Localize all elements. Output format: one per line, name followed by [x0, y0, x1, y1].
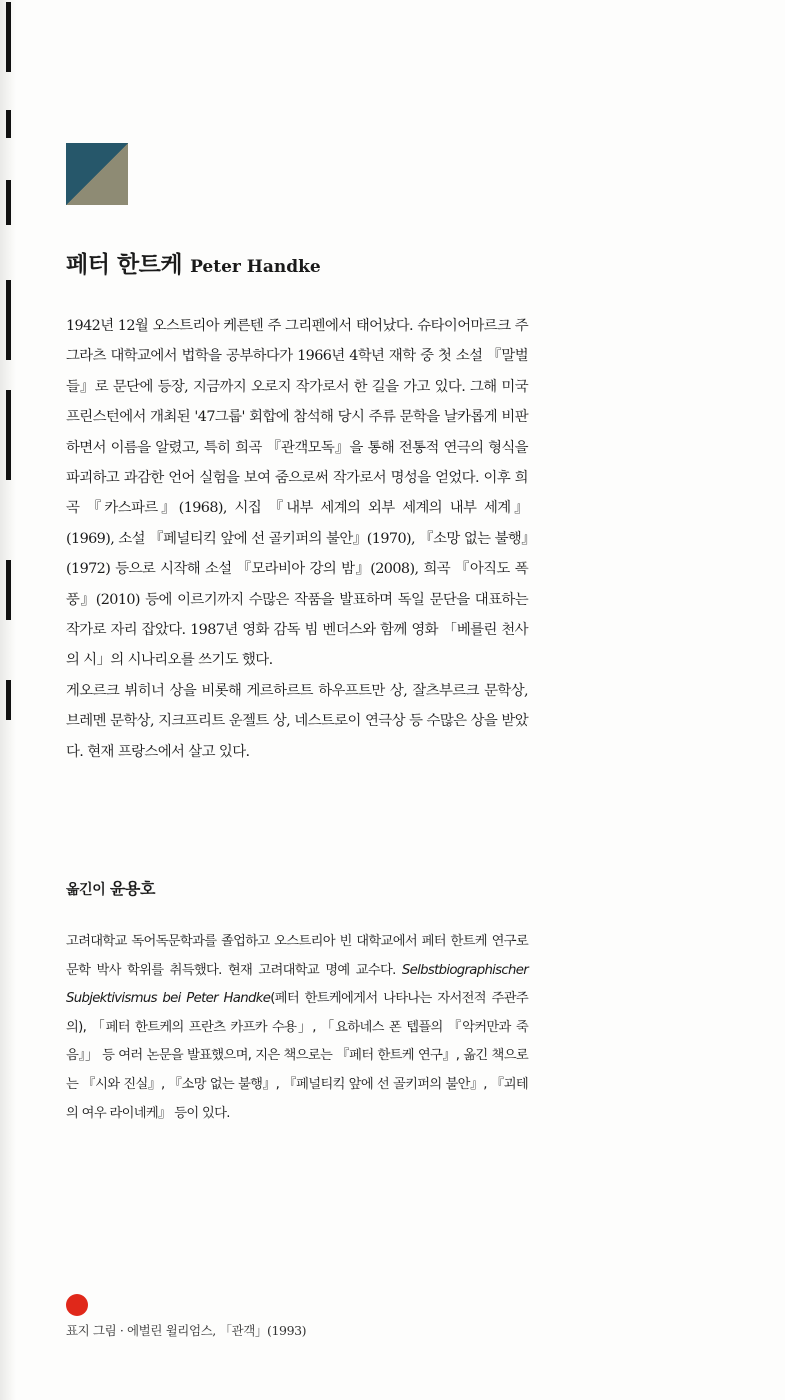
scan-edge	[0, 0, 16, 1400]
translator-name: 윤용호	[109, 879, 156, 898]
author-biography	[66, 311, 528, 767]
author-bio-paragraph: 게오르크 뷔히너 상을 비롯해 게르하르트 하우프트만 상, 잘츠부르크 문학상, 브레멘 문학상, 지크프리트 운젤트 상, 네스트로이 연극상 등 수많은 상을 받았다. 현재 프랑스에서 살고 있다.	[66, 682, 528, 760]
author-heading	[66, 242, 321, 280]
scan-edge-mark	[6, 280, 11, 360]
scan-edge-mark	[6, 390, 11, 480]
scan-edge-mark	[6, 560, 11, 620]
author-bio-paragraph: 1942년 12월 오스트리아 케른텐 주 그리펜에서 태어났다. 슈타이어마르크 주 그라츠 대학교에서 법학을 공부하다가 1966년 4학년 재학 중 첫 소설 『말벌들』로 문단에 등장, 지금까지 오로지 작가로서 한 길을 가고 있다. 그해 미국 프린스턴에서 개최된 '47그룹' 회합에 참석해 당시 주류 문학을 날카롭게 비판하면서 이름을 알렸고, 특히 희곡 『관객모독』을 통해 전통적 연극의 형식을 파괴하고 과감한 언어 실험을 보여 줌으로써 작가로서 명성을 얻었다. 이후 희곡 『카스파르』(1968), 시집 『내부 세계의 외부 세계의 내부 세계』(1969), 소설 『페널티킥 앞에 선 골키퍼의 불안』(1970), 『소망 없는 불행』(1972) 등으로 시작해 소설 『모라비아 강의 밤』(2008), 희곡 『아직도 폭풍』(2010) 등에 이르기까지 수많은 작품을 발표하며 독일 문단을 대표하는 작가로 자리 잡았다. 1987년 영화 감독 빔 벤더스와 함께 영화 「베를린 천사의 시」의 시나리오를 쓰기도 했다.	[66, 318, 528, 669]
scan-edge-mark	[6, 110, 11, 138]
author-name-english: Peter Handke	[190, 257, 321, 277]
scan-edge-mark	[6, 2, 11, 72]
red-dot-marker	[66, 1294, 88, 1316]
translator-heading	[66, 876, 155, 899]
translator-bio-italic-title: Selbstbiographischer Subjektivismus bei Peter Handke	[66, 962, 528, 1007]
translator-label: 옮긴이	[66, 882, 110, 898]
scan-edge-mark	[6, 680, 11, 720]
translator-bio-intro: 고려대학교 독어독문학과를 졸업하고 오스트리아 빈 대학교에서 페터 한트케 연구로 문학 박사 학위를 취득했다. 현재 고려대학교 명예 교수다.	[66, 934, 528, 978]
translator-bio-rest: (페터 한트케에게서 나타나는 자서전적 주관주의), 「페터 한트케의 프란츠 카프카 수용」, 「요하네스 폰 텝플의 『악커만과 죽음』」 등 여러 논문을 발표했으며, 지은 책으로는 『페터 한트케 연구』, 옮긴 책으로는 『시와 진실』, 『소망 없는 불행』, 『페널티킥 앞에 선 골키퍼의 불안』, 『괴테의 여우 라이네케』 등이 있다.	[66, 991, 528, 1121]
scan-edge-mark	[6, 180, 11, 225]
author-name-korean: 페터 한트케	[66, 252, 183, 278]
cover-art-credit: 표지 그림 · 에벌린 윌리엄스, 「관객」(1993)	[66, 1323, 307, 1338]
decorative-square-logo	[66, 143, 128, 205]
translator-biography	[66, 928, 528, 1128]
